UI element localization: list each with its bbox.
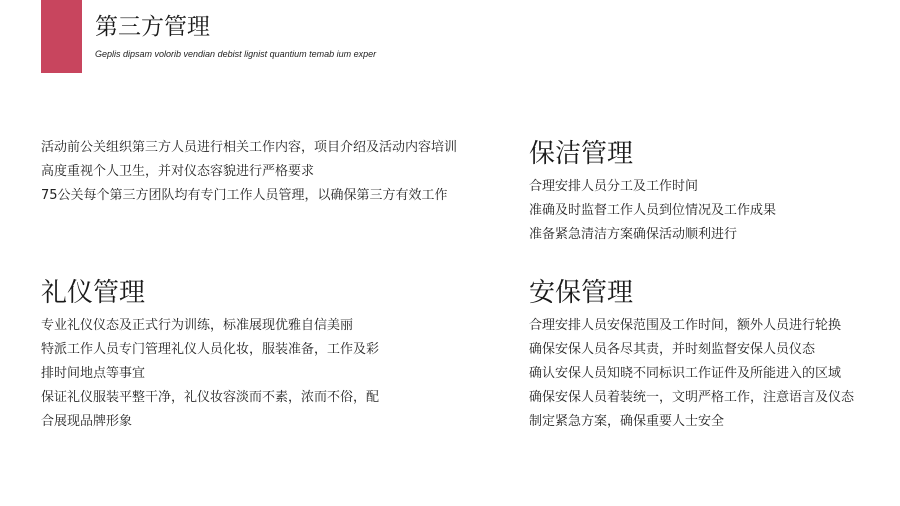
section-line: 确保安保人员各尽其责，并时刻监督安保人员仪态	[529, 342, 816, 357]
section-line: 保证礼仪服装平整干净，礼仪妆容淡而不素，浓而不俗，配	[41, 390, 380, 405]
page-title: 第三方管理	[95, 14, 210, 40]
section-line: 合理安排人员分工及工作时间	[529, 179, 699, 194]
section-cleaning	[529, 137, 879, 247]
section-line: 准备紧急清洁方案确保活动顺利进行	[529, 227, 738, 242]
section-line: 准确及时监督工作人员到位情况及工作成果	[529, 203, 777, 218]
section-line: 确认安保人员知晓不同标识工作证件及所能进入的区域	[529, 366, 842, 381]
section-etiquette	[41, 276, 401, 434]
section-heading-cleaning: 保洁管理	[529, 139, 634, 169]
intro-line: 75公关每个第三方团队均有专门工作人员管理，以确保第三方有效工作	[41, 188, 448, 203]
section-heading-etiquette: 礼仪管理	[41, 278, 146, 308]
section-line: 特派工作人员专门管理礼仪人员化妆，服装准备，工作及彩	[41, 342, 380, 357]
section-line: 合理安排人员安保范围及工作时间，额外人员进行轮换	[529, 318, 842, 333]
intro-line: 活动前公关组织第三方人员进行相关工作内容，项目介绍及活动内容培训	[41, 140, 458, 155]
section-line: 制定紧急方案，确保重要人士安全	[529, 414, 725, 429]
intro-line: 高度重视个人卫生，并对仪态容貌进行严格要求	[41, 164, 315, 179]
section-line: 确保安保人员着装统一，文明严格工作，注意语言及仪态	[529, 390, 855, 405]
title-accent-block	[41, 0, 82, 73]
section-line: 专业礼仪仪态及正式行为训练，标准展现优雅自信美丽	[41, 318, 354, 333]
section-line: 合展现品牌形象	[41, 414, 133, 429]
section-heading-security: 安保管理	[529, 278, 634, 308]
section-security	[529, 276, 889, 434]
page-subtitle: Geplis dipsam volorib vendian debist lignist quantium temab ium exper	[95, 49, 377, 59]
section-line: 排时间地点等事宜	[41, 366, 146, 381]
intro-paragraph	[41, 136, 481, 208]
